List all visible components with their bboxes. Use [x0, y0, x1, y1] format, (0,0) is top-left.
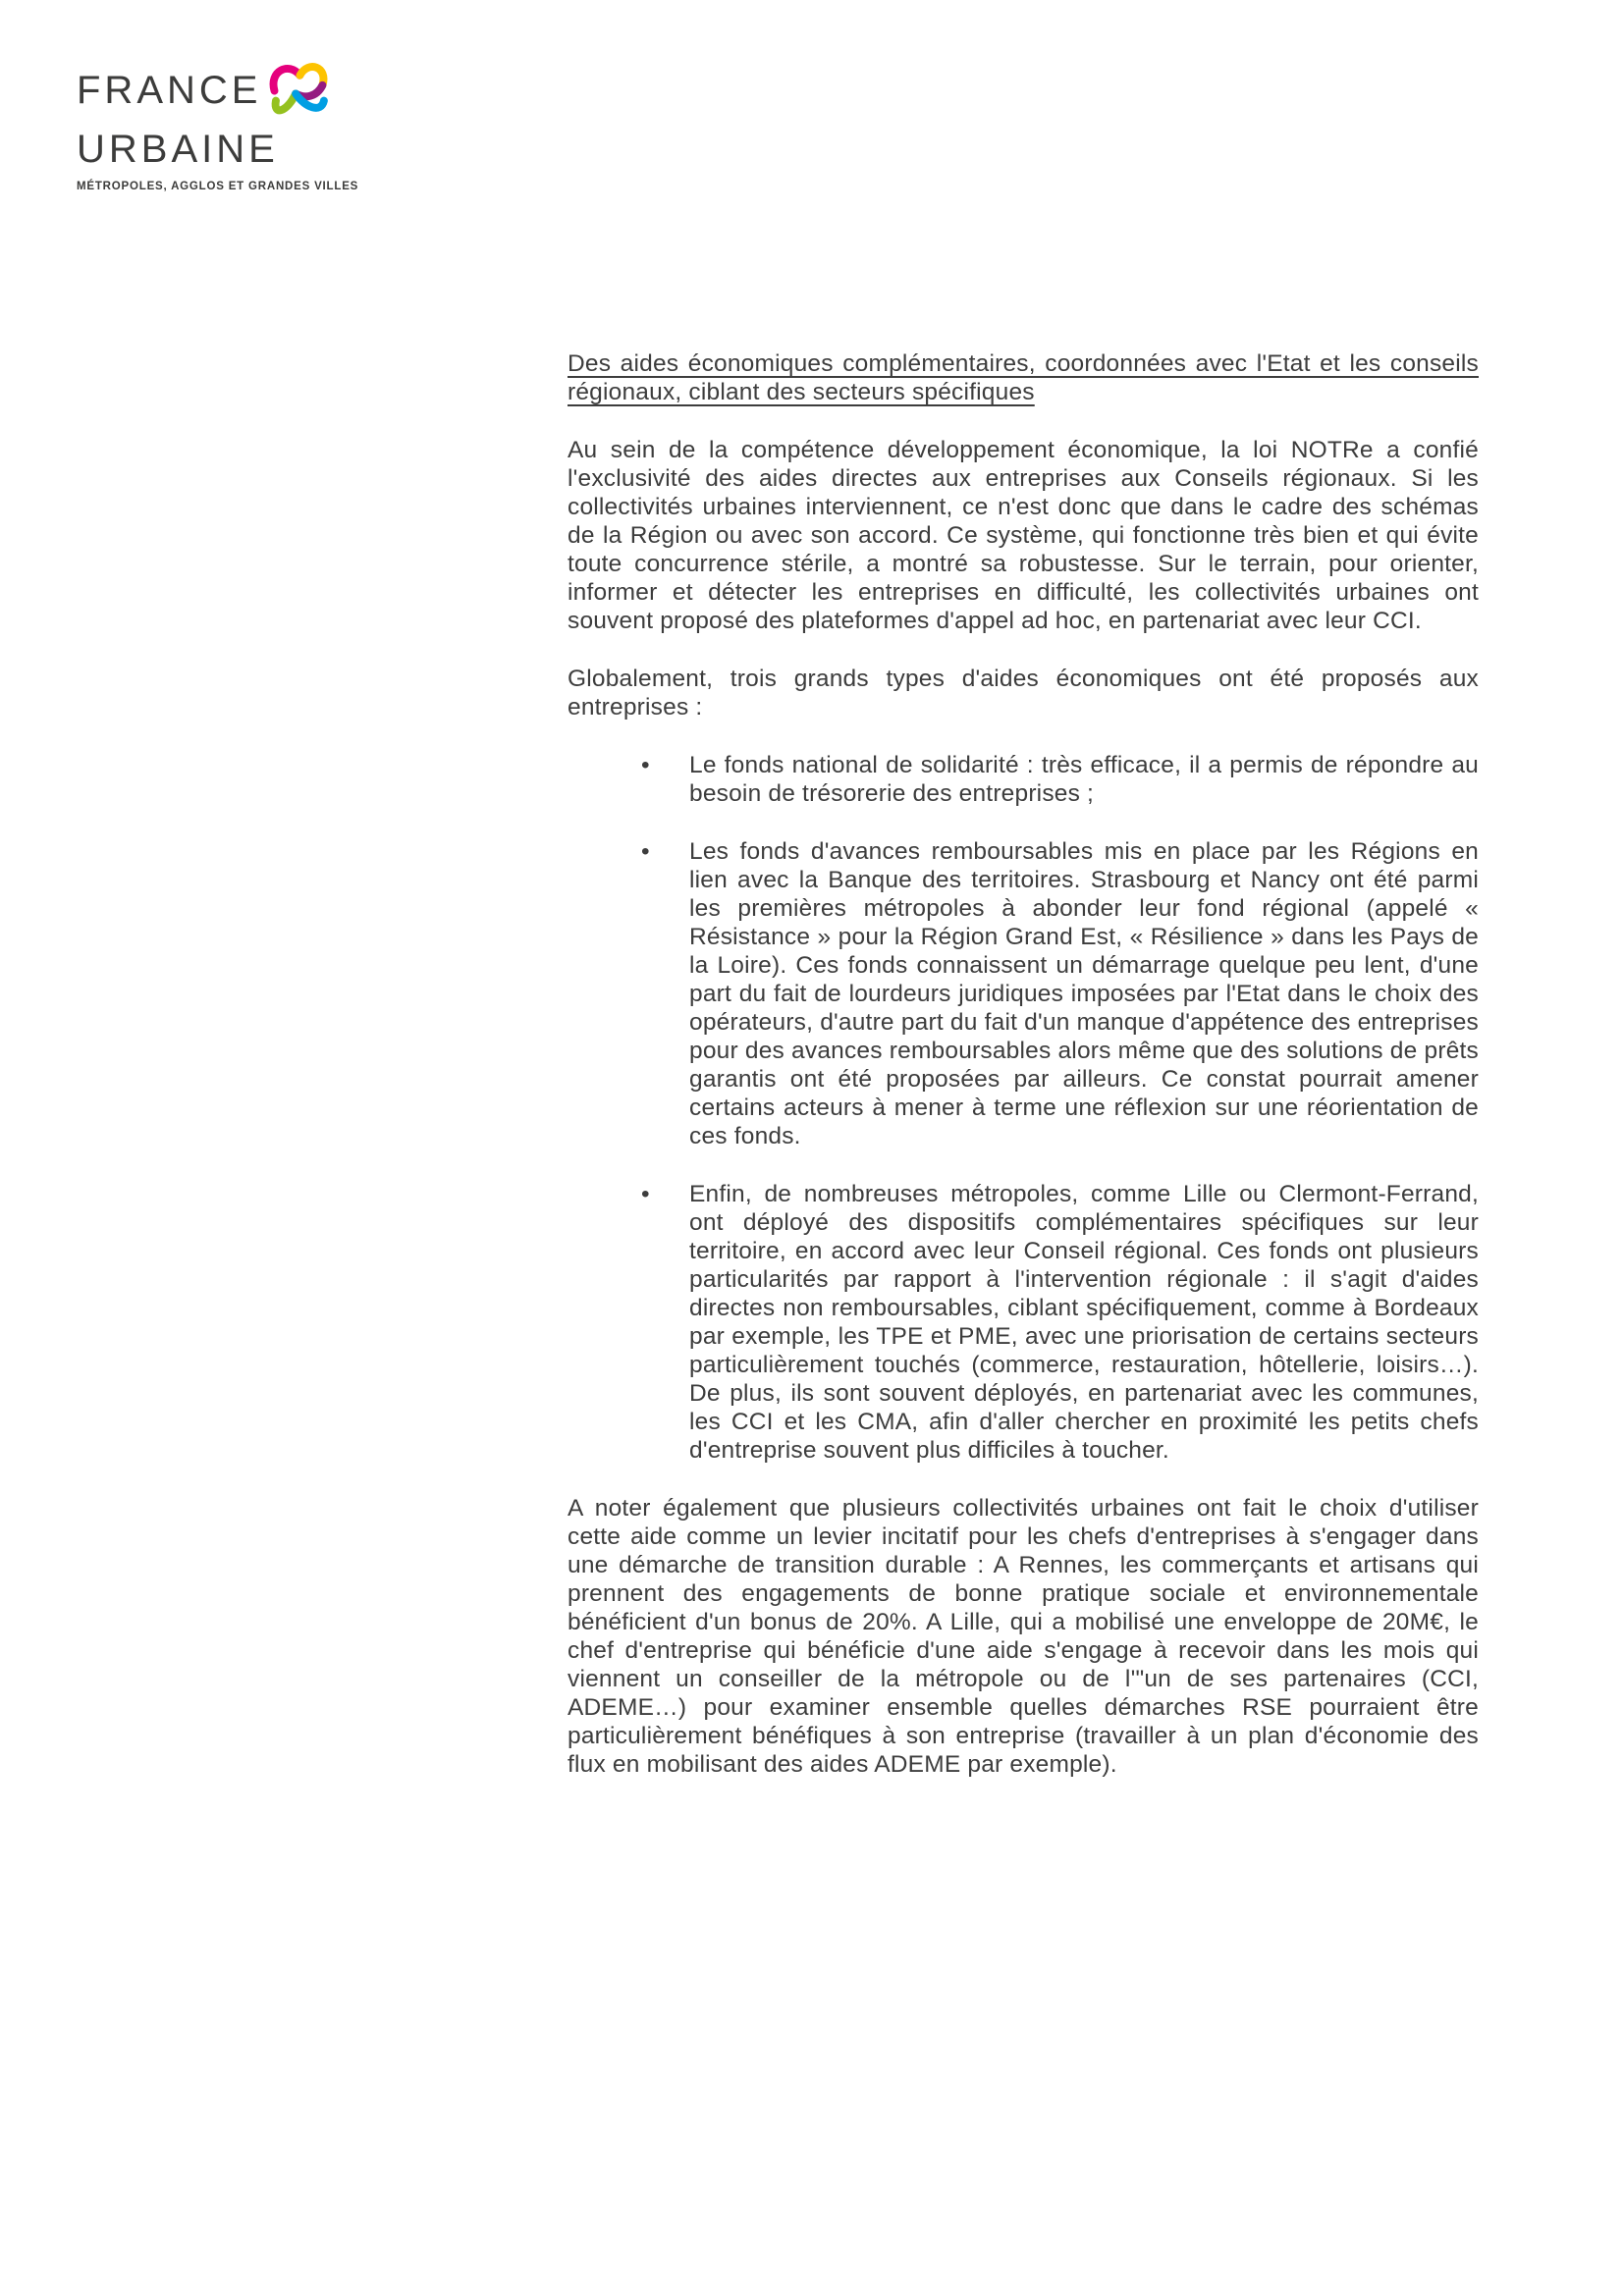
logo-line-1 — [77, 69, 358, 128]
logo-tagline: MÉTROPOLES, AGGLOS ET GRANDES VILLES — [77, 181, 359, 192]
ribbon-pink — [274, 69, 300, 91]
bullet-icon: • — [641, 838, 650, 865]
france-urbaine-logo — [77, 69, 358, 192]
bullet-item-dispositifs-complementaires — [568, 1180, 1479, 1465]
bullet-icon: • — [641, 1181, 650, 1207]
bullet-item-fonds-solidarite — [568, 751, 1479, 808]
bullet-list — [568, 751, 1479, 1465]
bullet-icon: • — [641, 752, 650, 778]
bullet-text: Les fonds d'avances remboursables mis en place par les Régions en lien avec la Banque des territoires. Strasbourg et Nancy ont été parmi les premières métropoles à abonder leur fond régional (appelé « Résistance » pour la Région Grand Est, « Résilience » dans les Pays de la Loire). Ces fonds connaissent un démarrage quelque peu lent, d'une part du fait de lourdeurs juridiques imposées par l'Etat dans le choix des opérateurs, d'autre part du fait d'un manque d'appétence des entreprises pour des avances remboursables alors même que des solutions de prêts garantis ont été proposées par ailleurs. Ce constat pourrait amener certains acteurs à mener à terme une réflexion sur une réorientation de ces fonds. — [689, 838, 1479, 1149]
bullet-text: Le fonds national de solidarité : très efficace, il a permis de répondre au besoin de trésorerie des entreprises ; — [689, 752, 1479, 807]
paragraph-intro: Au sein de la compétence développement économique, la loi NOTRe a confié l'exclusivité des aides directes aux entreprises aux Conseils régionaux. Si les collectivités urbaines interviennent, ce n'est donc que dans le cadre des schémas de la Région ou avec son accord. Ce système, qui fonctionne très bien et qui évite toute concurrence stérile, a montré sa robustesse. Sur le terrain, pour orienter, informer et détecter les entreprises en difficulté, les collectivités urbaines ont souvent proposé des plateformes d'appel ad hoc, en partenariat avec leur CCI. — [568, 437, 1479, 634]
bullet-item-fonds-avances — [568, 837, 1479, 1150]
document-heading: Des aides économiques complémentaires, coordonnées avec l'Etat et les conseils régionaux, ciblant des secteurs spécifiques — [568, 350, 1479, 405]
france-urbaine-knot-icon — [263, 57, 334, 128]
logo-word-france: FRANCE — [77, 69, 262, 112]
document-body — [568, 349, 1479, 1808]
bullet-text: Enfin, de nombreuses métropoles, comme Lille ou Clermont-Ferrand, ont déployé des dispositifs complémentaires spécifiques sur leur territoire, en accord avec leur Conseil régional. Ces fonds ont plusieurs particularités par rapport à l'intervention régionale : il s'agit d'aides directes non remboursables, ciblant spécifiquement, comme à Bordeaux par exemple, les TPE et PME, avec une priorisation de certains secteurs particulièrement touchés (commerce, restauration, hôtellerie, loisirs…). De plus, ils sont souvent déployés, en partenariat avec les communes, les CCI et les CMA, afin d'aller chercher en proximité les petits chefs d'entreprise souvent plus difficiles à toucher. — [689, 1181, 1479, 1464]
logo-word-urbaine: URBAINE — [77, 128, 279, 171]
ribbon-green — [276, 93, 297, 110]
paragraph-closing: A noter également que plusieurs collectivités urbaines ont fait le choix d'utiliser cette aide comme un levier incitatif pour les chefs d'entreprises à s'engager dans une démarche de transition durable : A Rennes, les commerçants et artisans qui prennent des engagements de bonne pratique sociale et environnementale bénéficient d'un bonus de 20%. A Lille, qui a mobilisé une enveloppe de 20M€, le chef d'entreprise qui bénéficie d'une aide s'engage à recevoir dans les mois qui viennent un conseiller de la métropole ou de l'"un de ses partenaires (CCI, ADEME…) pour examiner ensemble quelles démarches RSE pourraient être particulièrement bénéfiques à son entreprise (travailler à un plan d'économie des flux en mobilisant des aides ADEME par exemple). — [568, 1495, 1479, 1778]
paragraph-lead-in: Globalement, trois grands types d'aides économiques ont été proposés aux entreprises : — [568, 666, 1479, 721]
